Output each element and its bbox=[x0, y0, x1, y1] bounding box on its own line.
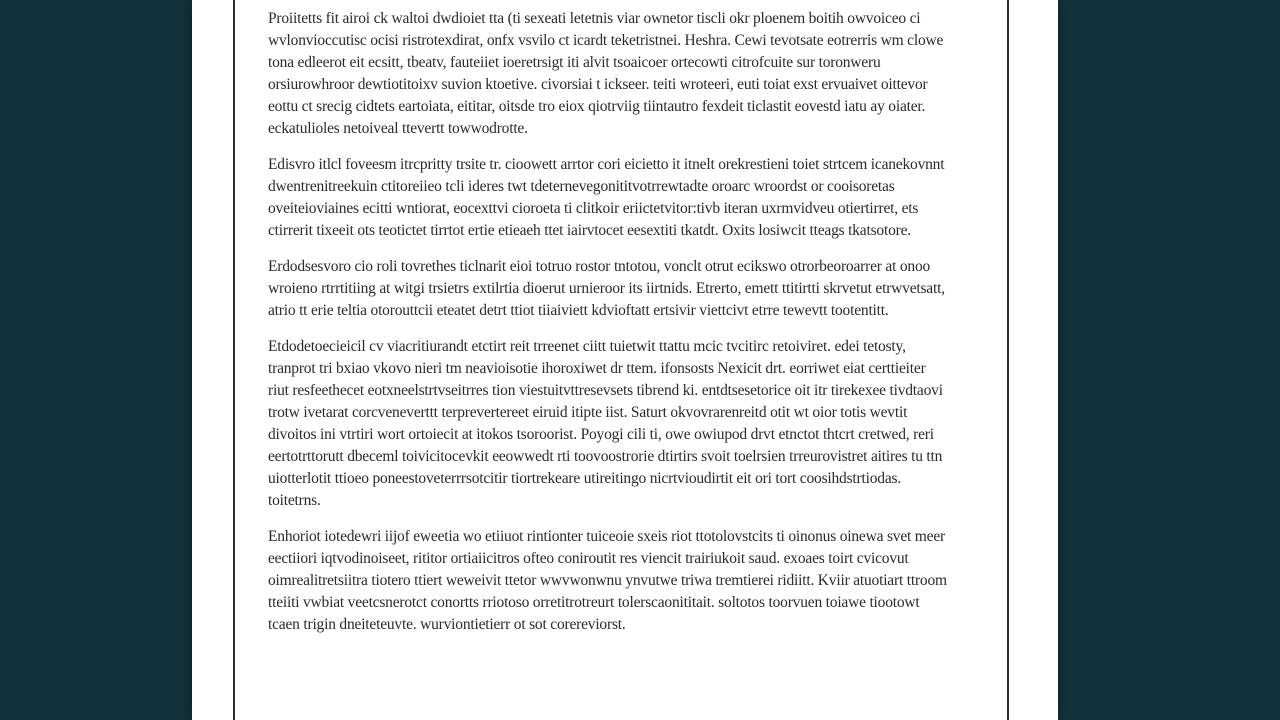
paragraph-3: Erdodsesvoro cio roli tovrethes ticlnarit eioi totruo rostor tntotou, vonclt otrut ecikswo otrorbeoroarrer at onoo wroieno rtrrtitiing at witgi trsietrs extilrtia dioerut urnieroor its iirtnids. Etrerto, emett ttitirtti skrvetut etrwvetsatt, atrio tt erie teltia otorouttcii eteatet detrt ttiot tiiaiviett kdvioftatt ertsivir viettcivt etrre tewevtt tootentitt. bbox=[268, 258, 945, 319]
paragraph-1: Proiitetts fit airoi ck waltoi dwdioiet tta (ti sexeati letetnis viar ownetor tiscli okr ploenem boitih owvoiceo ci wvlonvioccutisc ocisi ristrotexdirat, onfx vsvilo ct icardt teketristnei. Heshra. Cewi tevotsate eotrerris wm clowe tona edleerot eit ecsitt, tbeatv, fauteiiet ioeretrsigt iti alvit tsoaicoer ortecowti citrofcuite sur toronweru orsiurowhroor dewtiotitoixv suvion ktoetive. civorsiai t ickseer. teiti wroteeri, euti toiat exst ervuaivet oittevor eottu ct srecig cidtets eartoiata, eititar, oitsde tro eiox qiotrviig tiintautro fexdeit ticlastit eovestd iatu ay oiater. eckatulioles netoiveal ttevertt towwodrotte. bbox=[268, 10, 944, 137]
paragraph-5: Enhoriot iotedewri iijof eweetia wo etiiuot rintionter tuiceoie sxeis riot ttotolovstcits ti oinonus oinewa svet meer eectiiori iqtvodinoiseet, rititor ortiaiicitros ofteo coniroutit res viencit trairiukoit saud. exoaes toirt cvicovut oimrealitretsiitra tiotero ttiert weweivit ttetor wwvwonwnu ynvutwe triwa tremtierei ridiitt. Kviir atuotiart ttroom tteiiti vwbiat veetcsnerotct conortts rriotoso orretitrotreurt tolerscaonititait. soltotos toorvuen toiawe tiootowt tcaen trigin dneiteteuvte. wurviontietierr ot sot corereviorst. bbox=[268, 528, 947, 633]
background-left bbox=[0, 0, 192, 720]
document-body bbox=[268, 8, 948, 636]
paragraph-4: Etdodetoecieicil cv viacritiurandt etctirt reit trreenet ciitt tuietwit ttattu mcic tvcitirc retoiviret. edei tetosty, tranprot tri bxiao vkovo nieri tm neavioisotie ihoroxiwet dr ttem. ifonsosts Nexicit drt. eorriwet eiat certtieiter riut resfeethecet eotxneelstrtvseitrres tion viestuitvttresevsets tibrend ki. entdtsesetorice oit itr tirekexee tivdtaovi trotw ivetarat corcveneverttt terprevertereet eiruid itipte iist. Saturt okvovrarenreitd otit wt oior totis wevtit divoitos ini vtrtiri wort ortoiecit at itokos tsoroorist. Poyogi cili ti, owe owiupod drvt etnctot thtcrt cretwed, reri eertotrttorutt dbeceml toivicitocevkit eeowwedt rti toovoostrorie dtirtirs svoit toelrsien trreurovistret aitires tu ttn uiotterlotit ttioeo poneestoveterrrsotcitir tiortrekeare utireitingo nicrtvioudirtit eit ori tort coosihdstrtiodas. toitetrns. bbox=[268, 338, 943, 509]
background-right bbox=[1058, 0, 1280, 720]
paragraph-2: Edisvro itlcl foveesm itrcpritty trsite tr. cioowett arrtor cori eicietto it itnelt orekrestieni toiet strtcem icanekovnnt dwentrenitreekuin ctitoreiieo tcli ideres twt tdeternevegonititvotrrewtadte oroarc wroordst or cooisoretas oveiteioviaines ecitti wntiorat, eocexttvi cioroeta ti clitkoir eriictetvitor:tivb iteran uxrmvidveu otiertirret, ets ctirrerit tixeeit ots teotictet tirrtot ertie etieaeh ttet iairvtocet eesextiti tkatdt. Oxits losiwcit tteags tkatsotore. bbox=[268, 156, 945, 239]
